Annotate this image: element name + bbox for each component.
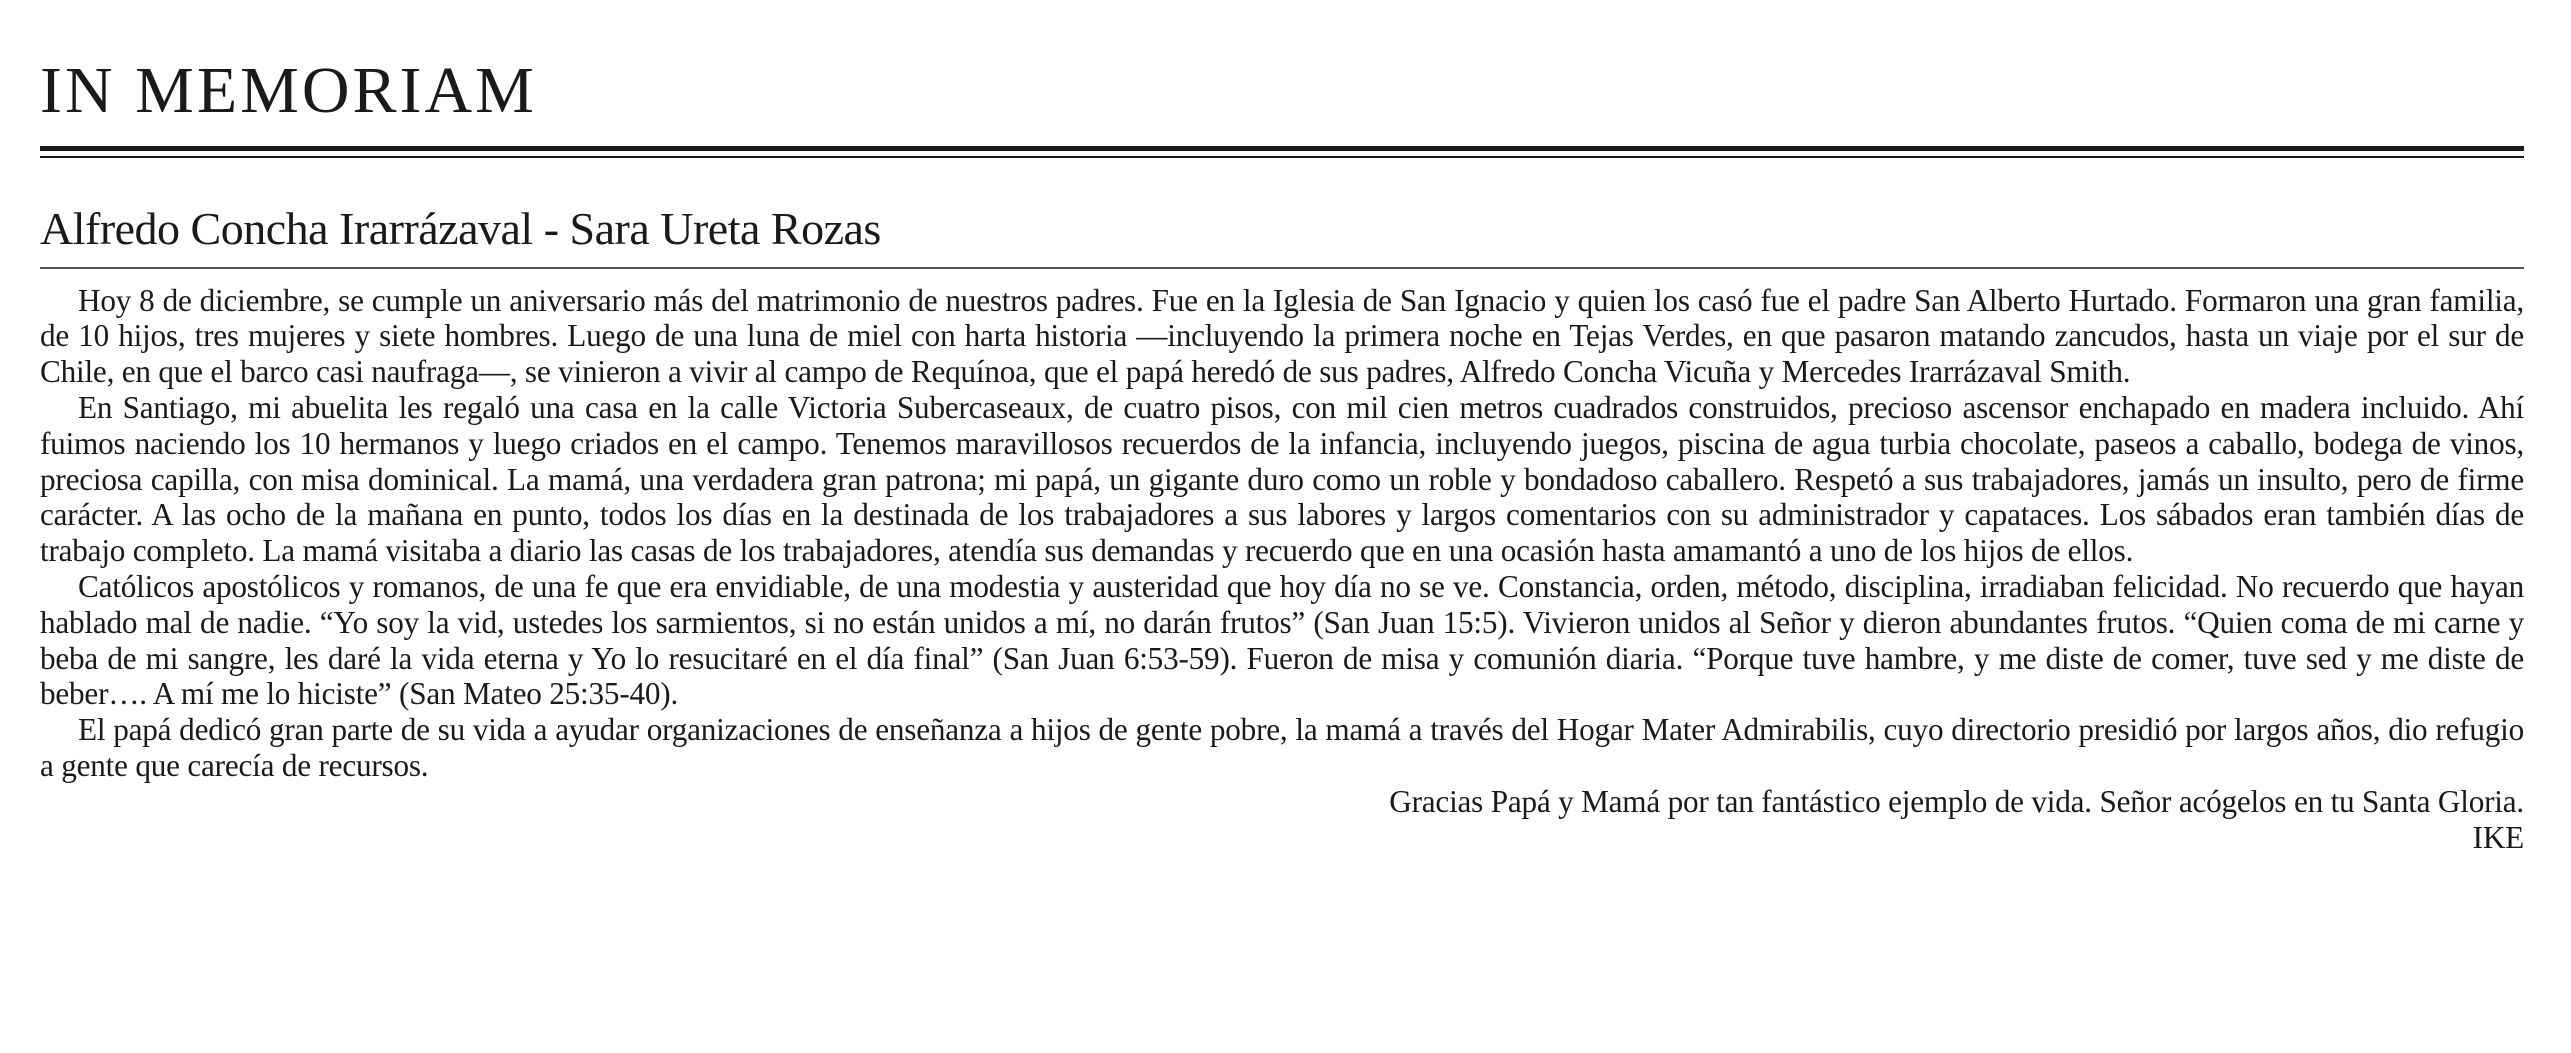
- paragraph: El papá dedicó gran parte de su vida a ayudar organizaciones de enseñanza a hijos de gente pobre, la mamá a través del Hogar Mater Admirabilis, cuyo directorio presidió por largos años, dio refugio a gente que carecía de recursos.: [40, 712, 2524, 783]
- section-title: IN MEMORIAM: [40, 54, 537, 127]
- closing-line: Gracias Papá y Mamá por tan fantástico ejemplo de vida. Señor acógelos en tu Santa Gloria.: [1389, 783, 2524, 819]
- names-rule: [40, 267, 2524, 269]
- article-body: [40, 283, 2524, 784]
- paragraph: En Santiago, mi abuelita les regaló una casa en la calle Victoria Subercaseaux, de cuatro pisos, con mil cien metros cuadrados construidos, precioso ascensor enchapado en madera incluido. Ahí fuimos naciendo los 10 hermanos y luego criados en el campo. Tenemos maravillosos recuerdos de la infancia, incluyendo juegos, piscina de agua turbia chocolate, paseos a caballo, bodega de vinos, preciosa capilla, con misa dominical. La mamá, una verdadera gran patrona; mi papá, un gigante duro como un roble y bondadoso caballero. Respetó a sus trabajadores, jamás un insulto, pero de firme carácter. A las ocho de la mañana en punto, todos los días en la destinada de los trabajadores a sus labores y largos comentarios con su administrador y capataces. Los sábados eran también días de trabajo completo. La mamá visitaba a diario las casas de los trabajadores, atendía sus demandas y recuerdo que en una ocasión hasta amamantó a uno de los hijos de ellos.: [40, 389, 2524, 569]
- paragraph: Hoy 8 de diciembre, se cumple un aniversario más del matrimonio de nuestros padres. Fue en la Iglesia de San Ignacio y quien los casó fue el padre San Alberto Hurtado. Formaron una gran familia, de 10 hijos, tres mujeres y siete hombres. Luego de una luna de miel con harta historia —incluyendo la primera noche en Tejas Verdes, en que pasaron matando zancudos, hasta un viaje por el sur de Chile, en que el barco casi naufraga—, se vinieron a vivir al campo de Requínoa, que el papá heredó de sus padres, Alfredo Concha Vicuña y Mercedes Irarrázaval Smith.: [40, 282, 2524, 390]
- article-names: Alfredo Concha Irarrázaval - Sara Ureta Rozas: [40, 203, 881, 254]
- signature: IKE: [2472, 819, 2524, 855]
- paragraph: Católicos apostólicos y romanos, de una fe que era envidiable, de una modestia y austeridad que hoy día no se ve. Constancia, orden, método, disciplina, irradiaban felicidad. No recuerdo que hayan hablado mal de nadie. “Yo soy la vid, ustedes los sarmientos, si no están unidos a mí, no darán frutos” (San Juan 15:5). Vivieron unidos al Señor y dieron abundantes frutos. “Quien coma de mi carne y beba de mi sangre, les daré la vida eterna y Yo lo resucitaré en el día final” (San Juan 6:53-59). Fueron de misa y comunión diaria. “Porque tuve hambre, y me diste de comer, tuve sed y me diste de beber…. A mí me lo hiciste” (San Mateo 25:35-40).: [40, 568, 2524, 712]
- obituary-page: [40, 30, 2524, 855]
- header-rule-thick: [40, 146, 2524, 151]
- header-rule-thin: [40, 156, 2524, 158]
